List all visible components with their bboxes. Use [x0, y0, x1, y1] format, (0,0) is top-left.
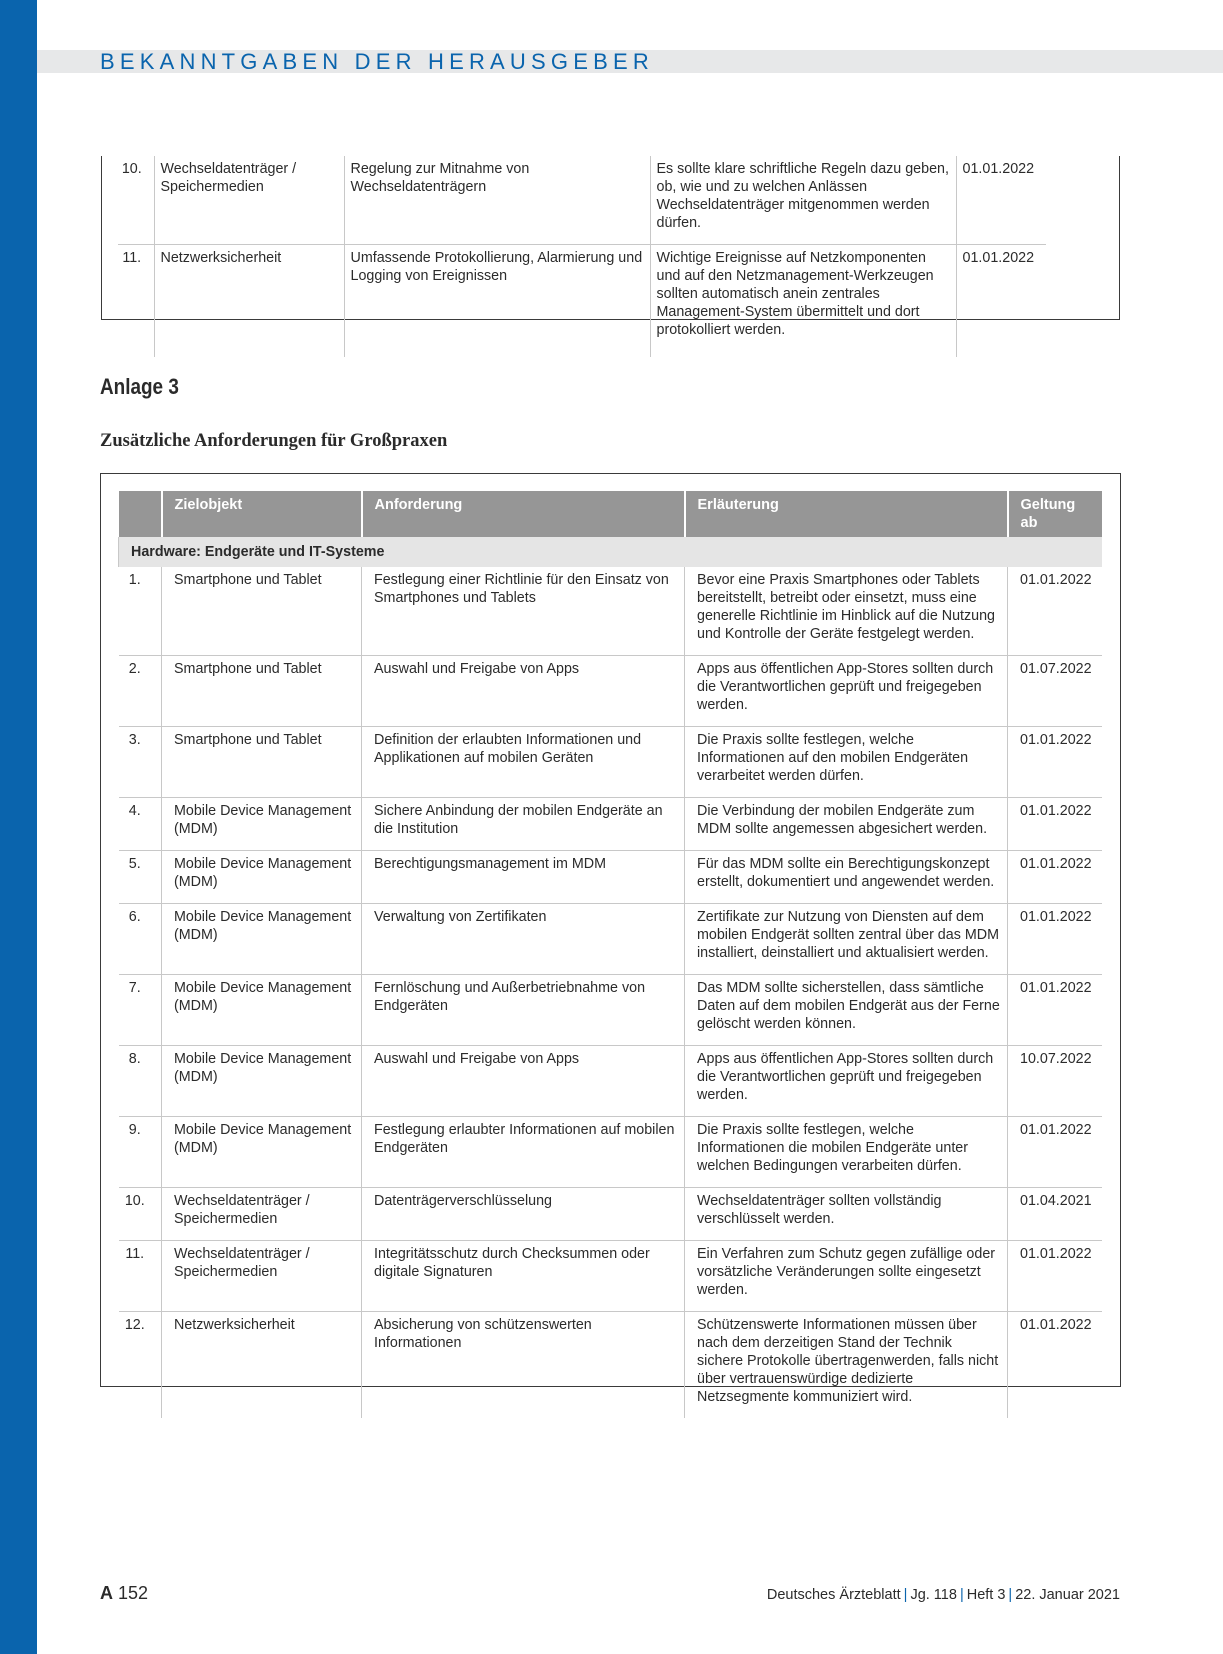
cell-anforderung: Auswahl und Freigabe von Apps: [362, 1046, 685, 1117]
cell-erlaeuterung: Die Praxis sollte festlegen, welche Informationen auf den mobilen Endgeräten verarbeitet werden dürfen.: [685, 727, 1008, 798]
cell-num: 7.: [119, 975, 162, 1046]
cell-anforderung: Festlegung erlaubter Informationen auf mobilen Endgeräten: [362, 1117, 685, 1188]
cell-geltung: 01.01.2022: [1008, 1241, 1102, 1312]
cell-zielobjekt: Wechseldatenträger / Speichermedien: [154, 156, 344, 245]
cell-zielobjekt: Mobile Device Management (MDM): [162, 975, 362, 1046]
group-label: Hardware: Endgeräte und IT-Systeme: [119, 537, 1102, 567]
table-row: [119, 656, 1102, 727]
footer-citation: [767, 1585, 1120, 1605]
cell-geltung: 01.01.2022: [1008, 1312, 1102, 1419]
cell-geltung: 01.01.2022: [1008, 851, 1102, 904]
cell-anforderung: Absicherung von schützenswerten Informationen: [362, 1312, 685, 1419]
cell-zielobjekt: Netzwerksicherheit: [154, 245, 344, 358]
cell-erlaeuterung: Apps aus öffentlichen App-Stores sollten durch die Verantwortlichen geprüft und freigegeben werden.: [685, 656, 1008, 727]
cell-anforderung: Integritätsschutz durch Checksummen oder digitale Signaturen: [362, 1241, 685, 1312]
cell-num: 11.: [118, 245, 154, 358]
cell-anforderung: Fernlöschung und Außerbetriebnahme von Endgeräten: [362, 975, 685, 1046]
cell-erlaeuterung: Wichtige Ereignisse auf Netzkomponenten und auf den Netzmanagement-Werkzeugen sollten automatisch anein zentrales Management-System übermittelt und dort protokolliert werden.: [650, 245, 956, 358]
footer-journal: Deutsches Ärzteblatt: [766, 1587, 901, 1603]
cell-geltung: 01.01.2022: [956, 245, 1046, 358]
cell-num: 11.: [119, 1241, 162, 1312]
column-header-anforderung: Anforderung: [362, 491, 685, 537]
page-number: [100, 1582, 148, 1604]
cell-num: 9.: [119, 1117, 162, 1188]
cell-zielobjekt: Wechseldatenträger / Speichermedien: [162, 1241, 362, 1312]
table-row: [119, 1046, 1102, 1117]
cell-num: 10.: [119, 1188, 162, 1241]
cell-erlaeuterung: Für das MDM sollte ein Berechtigungskonzept erstellt, dokumentiert und angewendet werden.: [685, 851, 1008, 904]
footer-date: 22. Januar 2021: [1015, 1587, 1120, 1603]
table-row: [119, 1241, 1102, 1312]
cell-erlaeuterung: Die Verbindung der mobilen Endgeräte zum MDM sollte angemessen abgesichert werden.: [685, 798, 1008, 851]
cell-geltung: 01.01.2022: [1008, 727, 1102, 798]
cell-zielobjekt: Mobile Device Management (MDM): [162, 1117, 362, 1188]
table-row: [119, 851, 1102, 904]
table-row: [119, 1188, 1102, 1241]
cell-zielobjekt: Mobile Device Management (MDM): [162, 798, 362, 851]
cell-geltung: 01.04.2021: [1008, 1188, 1102, 1241]
page-prefix: A: [100, 1583, 113, 1603]
cell-geltung: 01.07.2022: [1008, 656, 1102, 727]
cell-anforderung: Auswahl und Freigabe von Apps: [362, 656, 685, 727]
table-row: [119, 904, 1102, 975]
cell-erlaeuterung: Zertifikate zur Nutzung von Diensten auf dem mobilen Endgerät sollten zentral über das MDM installiert, deinstalliert und aktualisiert werden.: [685, 904, 1008, 975]
page-number-value: 152: [118, 1583, 149, 1603]
cell-erlaeuterung: Es sollte klare schriftliche Regeln dazu geben, ob, wie und zu welchen Anlässen Wechseldatenträger mitgenommen werden dürfen.: [650, 156, 956, 245]
footer-volume: Jg. 118: [910, 1587, 957, 1603]
column-header-zielobjekt: Zielobjekt: [162, 491, 362, 537]
table-row: [119, 975, 1102, 1046]
cell-zielobjekt: Netzwerksicherheit: [162, 1312, 362, 1419]
cell-anforderung: Datenträgerverschlüsselung: [362, 1188, 685, 1241]
cell-erlaeuterung: Apps aus öffentlichen App-Stores sollten durch die Verantwortlichen geprüft und freigegeben werden.: [685, 1046, 1008, 1117]
cell-zielobjekt: Smartphone und Tablet: [162, 567, 362, 656]
cell-num: 1.: [128, 572, 141, 588]
cell-num: 4.: [119, 798, 162, 851]
cell-geltung: 10.07.2022: [1008, 1046, 1102, 1117]
cell-zielobjekt: Smartphone und Tablet: [162, 727, 362, 798]
cell-num: 6.: [119, 904, 162, 975]
cell-num: 3.: [119, 727, 162, 798]
cell-geltung: 01.01.2022: [1008, 1117, 1102, 1188]
column-header-geltung: Geltung ab: [1008, 491, 1102, 537]
cell-num: 2.: [119, 656, 162, 727]
cell-zielobjekt: Mobile Device Management (MDM): [162, 904, 362, 975]
cell-anforderung: Regelung zur Mitnahme von Wechseldatenträgern: [344, 156, 650, 245]
cell-geltung: 01.01.2022: [1008, 975, 1102, 1046]
table-header-row: [119, 491, 1102, 537]
cell-erlaeuterung: Die Praxis sollte festlegen, welche Informationen die mobilen Endgeräte unter welchen Bedingungen verarbeiten dürfen.: [685, 1117, 1008, 1188]
table-row: [119, 727, 1102, 798]
cell-num: 5.: [119, 851, 162, 904]
cell-num: 10.: [121, 161, 142, 177]
group-row: [119, 537, 1102, 567]
anlage-subtitle: Zusätzliche Anforderungen für Großpraxen: [100, 431, 448, 451]
cell-anforderung: Sichere Anbindung der mobilen Endgeräte an die Institution: [362, 798, 685, 851]
table-row: [119, 1117, 1102, 1188]
footer-separator: |: [903, 1587, 908, 1603]
footer-issue: Heft 3: [966, 1587, 1006, 1603]
cell-erlaeuterung: Schützenswerte Informationen müssen über nach dem derzeitigen Stand der Technik sichere Protokolle übertragenwerden, falls nicht über vertrauenswürdige dedizierte Netzsegmente kommuniziert wird.: [685, 1312, 1008, 1419]
anlage-title: Anlage 3: [100, 374, 179, 399]
cell-erlaeuterung: Ein Verfahren zum Schutz gegen zufällige oder vorsätzliche Veränderungen sollte eingesetzt werden.: [685, 1241, 1008, 1312]
footer-separator: |: [959, 1587, 964, 1603]
cell-anforderung: Umfassende Protokollierung, Alarmierung und Logging von Ereignissen: [344, 245, 650, 358]
table-row: [118, 245, 1046, 358]
section-header: BEKANNTGABEN DER HERAUSGEBER: [100, 49, 654, 74]
footer-separator: |: [1008, 1587, 1013, 1603]
cell-num: 8.: [119, 1046, 162, 1117]
cell-erlaeuterung: Bevor eine Praxis Smartphones oder Tablets bereitstellt, betreibt oder einsetzt, muss eine generelle Richtlinie im Hinblick auf die Nutzung und Kontrolle der Geräte festgelegt werden.: [685, 567, 1008, 656]
cell-geltung: 01.01.2022: [1008, 904, 1102, 975]
cell-erlaeuterung: Das MDM sollte sicherstellen, dass sämtliche Daten auf dem mobilen Endgerät aus der Ferne gelöscht werden können.: [685, 975, 1008, 1046]
continuation-table: [118, 156, 1046, 357]
table-row: [119, 798, 1102, 851]
cell-zielobjekt: Mobile Device Management (MDM): [162, 1046, 362, 1117]
cell-anforderung: Festlegung einer Richtlinie für den Einsatz von Smartphones und Tablets: [362, 567, 685, 656]
cell-geltung: 01.01.2022: [956, 156, 1046, 245]
cell-zielobjekt: Smartphone und Tablet: [162, 656, 362, 727]
table-row: [119, 567, 1102, 656]
left-color-bar: [0, 0, 37, 1654]
table-row: [118, 156, 1046, 245]
cell-anforderung: Definition der erlaubten Informationen und Applikationen auf mobilen Geräten: [362, 727, 685, 798]
column-header-erlaeuterung: Erläuterung: [685, 491, 1008, 537]
requirements-table: [118, 491, 1102, 1418]
cell-zielobjekt: Mobile Device Management (MDM): [162, 851, 362, 904]
cell-anforderung: Verwaltung von Zertifikaten: [362, 904, 685, 975]
cell-geltung: 01.01.2022: [1008, 798, 1102, 851]
cell-erlaeuterung: Wechseldatenträger sollten vollständig verschlüsselt werden.: [685, 1188, 1008, 1241]
column-header-num: [119, 491, 162, 537]
cell-anforderung: Berechtigungsmanagement im MDM: [362, 851, 685, 904]
table-row: [119, 1312, 1102, 1419]
cell-num: 12.: [119, 1312, 162, 1419]
cell-zielobjekt: Wechseldatenträger / Speichermedien: [162, 1188, 362, 1241]
cell-geltung: 01.01.2022: [1008, 567, 1102, 656]
